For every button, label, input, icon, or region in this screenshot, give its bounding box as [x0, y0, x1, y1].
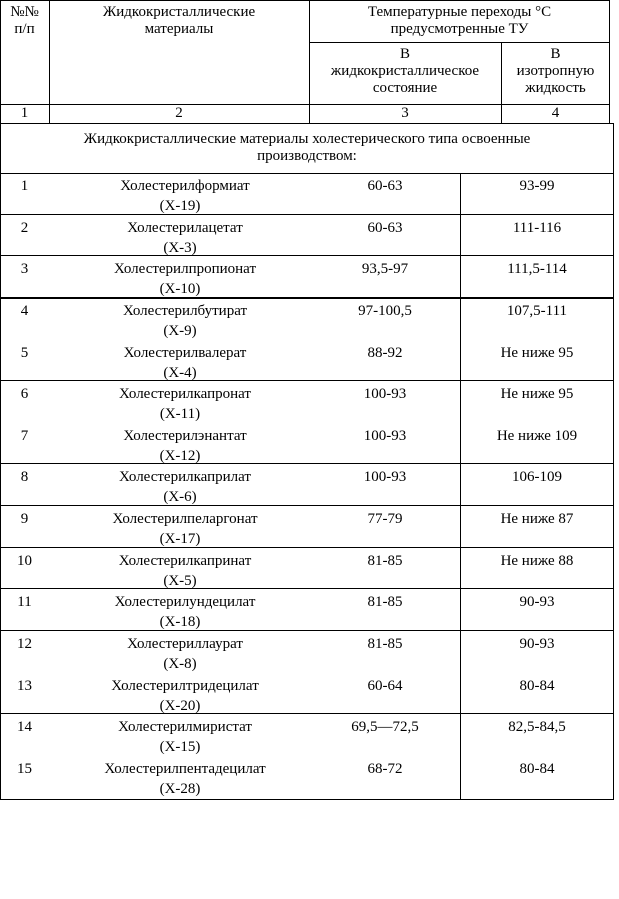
material-code: (Х-6) — [163, 489, 197, 505]
row-separator — [0, 463, 614, 464]
isotropic-temperature: 80-84 — [519, 678, 555, 694]
section-title-divider — [0, 173, 614, 174]
isotropic-temperature: 106-109 — [512, 469, 562, 485]
lc-temperature: 69,5—72,5 — [351, 719, 419, 735]
lc-temperature: 60-63 — [367, 178, 403, 194]
material-code: (Х-3) — [163, 240, 197, 256]
material-code: (Х-5) — [163, 573, 197, 589]
material-name: Холестерилвалерат — [123, 345, 247, 361]
row-number: 9 — [20, 511, 29, 527]
row-number: 6 — [20, 386, 29, 402]
header-col-number: №№ п/п — [10, 4, 39, 37]
header-number-2: 2 — [175, 105, 183, 121]
material-code: (Х-4) — [163, 365, 197, 381]
material-name: Холестерилкапронат — [119, 386, 251, 402]
lc-temperature: 77-79 — [367, 511, 403, 527]
lc-temperature: 93,5-97 — [361, 261, 409, 277]
lc-temperature: 100-93 — [363, 386, 407, 402]
material-code: (Х-9) — [163, 323, 197, 339]
header-number-1: 1 — [20, 105, 29, 121]
row-separator — [0, 505, 614, 506]
row-separator — [0, 297, 614, 299]
header-number-3: 3 — [401, 105, 409, 121]
header-col-material: Жидкокристаллические материалы — [102, 4, 256, 37]
isotropic-temperature: 111-116 — [512, 220, 562, 236]
material-name: Холестерилпеларгонат — [112, 511, 258, 527]
row-number: 10 — [17, 553, 32, 569]
row-separator — [0, 380, 614, 381]
header-col-isotropic: В изотропную жидкость — [516, 46, 595, 96]
material-name: Холестерилмиристат — [118, 719, 252, 735]
material-code: (Х-20) — [159, 698, 201, 714]
material-name: Холестерилбутират — [122, 303, 248, 319]
material-name: Холестерилтридецилат — [111, 678, 259, 694]
lc-temperature: 81-85 — [367, 594, 403, 610]
row-number: 15 — [17, 761, 32, 777]
body-bottom-border — [0, 799, 614, 800]
row-separator — [0, 255, 614, 256]
header-top-border — [0, 0, 610, 1]
row-number: 1 — [20, 178, 29, 194]
lc-temperature: 60-63 — [367, 220, 403, 236]
section-title: Жидкокристаллические материалы холестерического типа освоенные производством: — [83, 131, 531, 164]
row-number: 8 — [20, 469, 29, 485]
lc-temperature: 81-85 — [367, 553, 403, 569]
material-name: Холестерилацетат — [127, 220, 243, 236]
isotropic-temperature: 90-93 — [519, 636, 555, 652]
row-number: 5 — [20, 345, 29, 361]
lc-temperature: 88-92 — [367, 345, 403, 361]
isotropic-temperature: 90-93 — [519, 594, 555, 610]
material-code: (Х-28) — [159, 781, 201, 797]
row-number: 11 — [17, 594, 32, 610]
row-number: 7 — [20, 428, 29, 444]
row-number: 12 — [17, 636, 32, 652]
isotropic-temperature: Не ниже 95 — [500, 345, 574, 361]
material-code: (Х-12) — [159, 448, 201, 464]
material-name: Холестерилкапринат — [118, 553, 252, 569]
header-col-lc-state: В жидкокристаллическое состояние — [330, 46, 480, 96]
isotropic-temperature: Не ниже 109 — [496, 428, 578, 444]
row-number: 2 — [20, 220, 29, 236]
lc-temperature: 68-72 — [367, 761, 403, 777]
row-number: 4 — [20, 303, 29, 319]
isotropic-temperature: 82,5-84,5 — [508, 719, 566, 735]
body-top-border — [0, 123, 614, 124]
row-separator — [0, 630, 614, 631]
row-number: 14 — [17, 719, 32, 735]
row-number: 13 — [17, 678, 32, 694]
row-separator — [0, 588, 614, 589]
header-col-group: Температурные переходы °С предусмотренные ТУ — [367, 4, 552, 37]
material-code: (Х-11) — [159, 406, 201, 422]
body-right-border — [613, 123, 614, 800]
material-name: Холестерилпентадецилат — [104, 761, 266, 777]
material-name: Холестерилпропионат — [113, 261, 257, 277]
isotropic-temperature: 80-84 — [519, 761, 555, 777]
row-separator — [0, 713, 614, 714]
isotropic-temperature: Не ниже 95 — [500, 386, 574, 402]
row-number: 3 — [20, 261, 29, 277]
lc-temperature: 100-93 — [363, 469, 407, 485]
header-number-4: 4 — [551, 105, 560, 121]
material-name: Холестерилформиат — [120, 178, 250, 194]
isotropic-temperature: Не ниже 87 — [500, 511, 574, 527]
row-separator — [0, 547, 614, 548]
lc-temperature: 81-85 — [367, 636, 403, 652]
material-code: (Х-8) — [163, 656, 197, 672]
isotropic-temperature: 93-99 — [519, 178, 555, 194]
isotropic-temperature: 107,5-111 — [506, 303, 568, 319]
material-code: (Х-17) — [159, 531, 201, 547]
material-name: Холестерилкаприлат — [119, 469, 251, 485]
row-separator — [0, 214, 614, 215]
lc-temperature: 60-64 — [367, 678, 403, 694]
isotropic-temperature: 111,5-114 — [507, 261, 567, 277]
isotropic-temperature: Не ниже 88 — [500, 553, 574, 569]
material-code: (Х-18) — [159, 614, 201, 630]
header-group-divider — [309, 42, 610, 43]
material-code: (Х-10) — [159, 281, 201, 297]
lc-temperature: 100-93 — [363, 428, 407, 444]
material-name: Холестерилэнантат — [123, 428, 247, 444]
material-code: (Х-15) — [159, 739, 201, 755]
material-name: Холестерилундецилат — [114, 594, 256, 610]
material-name: Холестериллаурат — [127, 636, 243, 652]
lc-temperature: 97-100,5 — [358, 303, 412, 319]
material-code: (Х-19) — [159, 198, 201, 214]
